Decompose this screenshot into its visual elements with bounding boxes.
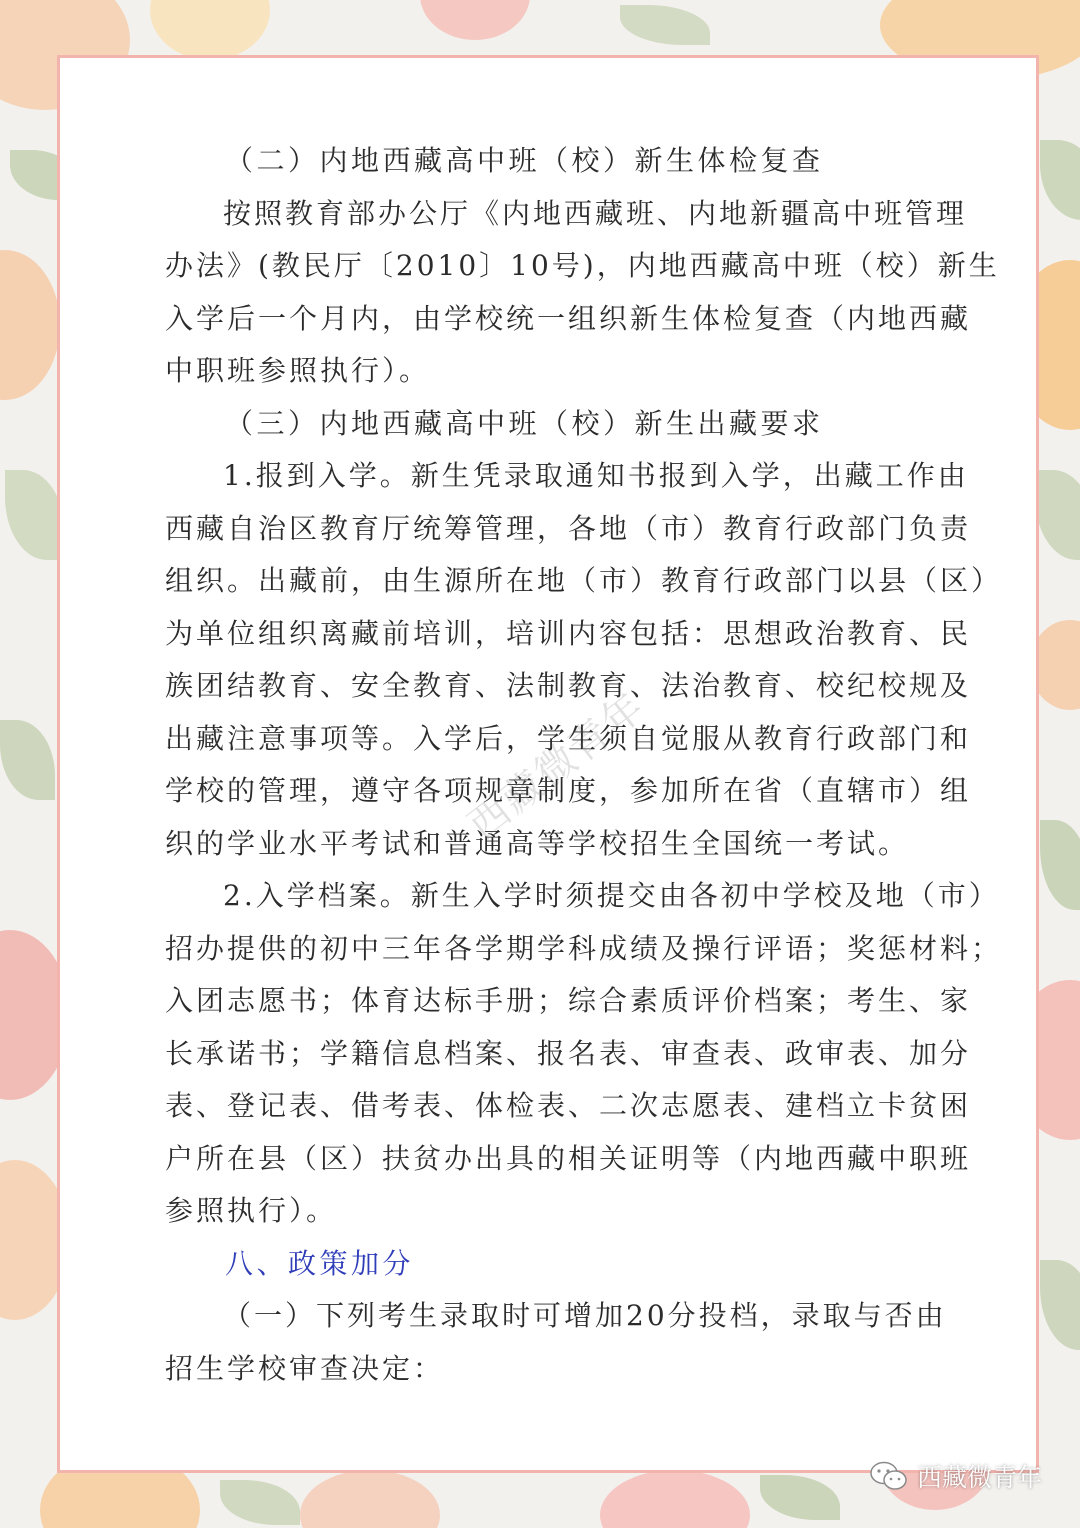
text-line: 组织。出藏前，由生源所在地（市）教育行政部门以县（区） [165,564,1003,597]
text-line: 参照执行）。 [165,1194,338,1227]
text-line: 学校的管理，遵守各项规章制度，参加所在省（直辖市）组 [165,774,972,807]
text-line: 中职班参照执行）。 [165,354,431,387]
text-line: 长承诺书；学籍信息档案、报名表、审查表、政审表、加分 [165,1036,972,1070]
text-line: （一）下列考生录取时可增加20分投档，录取与否由 [223,1299,947,1332]
text-line: 1.报到入学。新生凭录取通知书报到入学，出藏工作由 [223,459,969,492]
text-line: 户所在县（区）扶贫办出具的相关证明等（内地西藏中职班 [165,1141,972,1175]
text-line: 入学后一个月内，由学校统一组织新生体检复查（内地西藏 [165,301,972,335]
text-line: 西藏自治区教育厅统筹管理，各地（市）教育行政部门负责 [165,511,972,545]
text-line: 织的学业水平考试和普通高等学校招生全国统一考试。 [165,826,910,860]
section-heading: 八、政策加分 [225,1246,415,1280]
text-line: 入团志愿书；体育达标手册；综合素质评价档案；考生、家 [165,984,972,1017]
text-line: 办法》(教民厅〔2010〕10号)，内地西藏高中班（校）新生 [165,249,1000,282]
watermark: 西藏微青年 [460,683,655,850]
text-line: 招办提供的初中三年各学期学科成绩及操行评语；奖惩材料； [165,931,1003,965]
brand-label [869,1458,1042,1494]
text-line: 表、登记表、借考表、体检表、二次志愿表、建档立卡贫困 [165,1089,972,1122]
text-line: 按照教育部办公厅《内地西藏班、内地新疆高中班管理 [223,196,968,230]
wechat-icon [869,1460,909,1492]
subsection-heading: （三）内地西藏高中班（校）新生出藏要求 [225,406,824,440]
brand-name: 西藏微青年 [916,1463,1042,1492]
text-line: 招生学校审查决定： [165,1351,445,1385]
text-line: 出藏注意事项等。入学后，学生须自觉服从教育行政部门和 [165,721,972,755]
text-line: 为单位组织离藏前培训，培训内容包括：思想政治教育、民 [165,616,972,650]
subsection-heading: （二）内地西藏高中班（校）新生体检复查 [225,144,824,177]
text-line: 2.入学档案。新生入学时须提交由各初中学校及地（市） [223,879,1000,912]
text-line: 族团结教育、安全教育、法制教育、法治教育、校纪校规及 [165,669,972,702]
